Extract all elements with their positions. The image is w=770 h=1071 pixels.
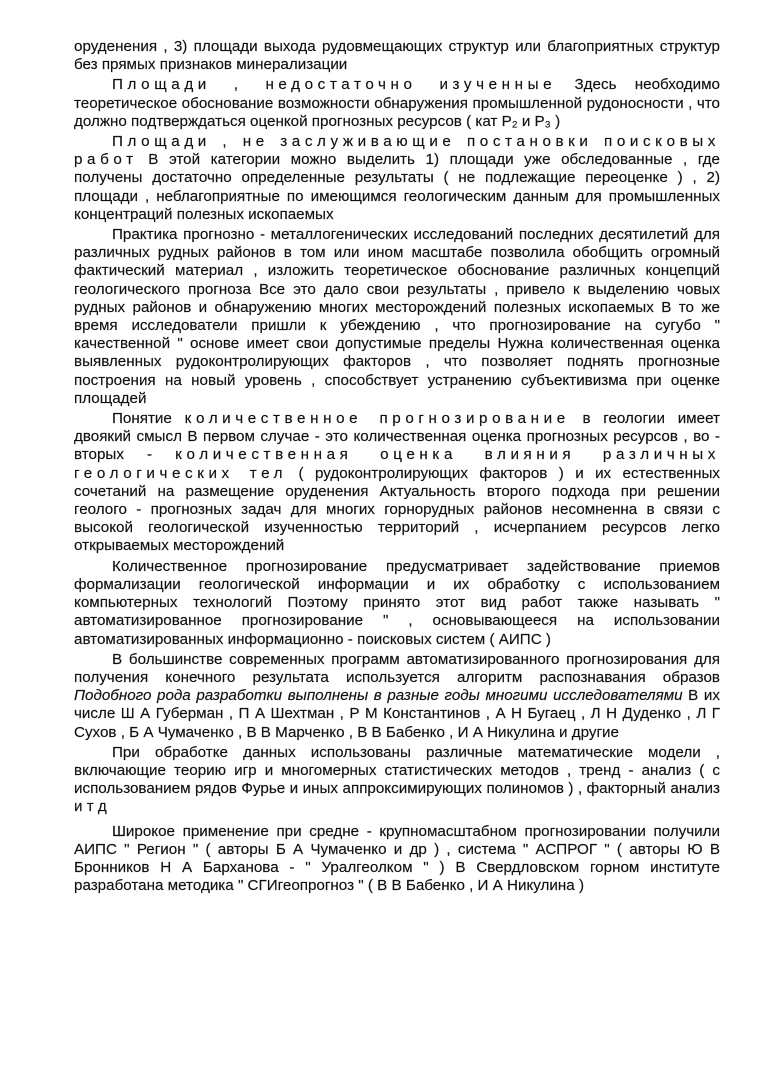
paragraph [74,823,720,896]
paragraph [74,226,720,408]
text-run: В большинстве современных программ автоматизированного прогнозирования для получения конечного результата используется алгоритм распознавания образов [74,650,720,686]
paragraph [74,558,720,649]
paragraph [74,133,720,224]
paragraph [74,76,720,131]
text-run: Здесь необходимо теоретическое обоснование возможности обнаружения промышленной рудоносности , что должно подтверждаться оценкой прогнозных ресурсов ( кат P₂ и P₃ ) [74,76,721,130]
paragraph [74,410,720,556]
text-run: В их числе Ш А Губерман , П А Шехтман , Р М Константинов , А Н Бугаец , Л Н Дуденко , Л Г Сухов , Б А Чумаченко , В В Марченко , В В Бабенко , И А Никулина и другие [74,687,720,741]
paragraph [74,651,720,742]
spaced-emphasis-text: количественное прогнозирование [184,410,570,428]
spaced-emphasis-text: Площади , не заслуживающие постановки поисковых работ [74,133,720,169]
text-run: в геологии имеет двоякий смысл В первом случае - это количественная оценка прогнозных ресурсов , во - вторых - [74,410,720,464]
text-run: Количественное прогнозирование предусматривает задействование приемов формализации геологической информации и их обработку с использованием компьютерных технологий Поэтому принято этот вид работ также называть " автоматизированное прогнозирование " , основывающееся на использовании автоматизированных информационно - поисковых систем ( АИПС ) [74,557,720,648]
text-run: При обработке данных использованы различные математические модели , включающие теорию игр и многомерных статистических методов , тренд - анализ ( с использованием рядов Фурье и иных аппроксимирующих полиномов ) , факторный анализ и т д [74,743,720,816]
text-run: Практика прогнозно - металлогенических исследований последних десятилетий для различных рудных районов в том или ином масштабе позволила обобщить огромный фактический материал , изложить теоретическое обоснование различных концепций геологического прогноза Все это дало свои результаты , привело к выделению човых рудных районов и обнаружению многих месторождений полезных ископаемых В то же время исследователи пришли к убеждению , что прогнозирование на сугубо " качественной " основе имеет свои допустимые пределы Нужна количественная оценка выявленных рудоконтролирующих факторов , что позволяет поднять прогнозные построения на новый уровень , способствует устранению субъективизма при оценке площадей [74,226,720,407]
text-run: В этой категории можно выделить 1) площади уже обследованные , где получены достаточно определенные результаты ( не подлежащие переоценке ) , 2) площади , неблагоприятные по имеющимся геологическим данным для промышленных концентраций полезных ископаемых [74,151,720,223]
text-run: Понятие [112,410,185,428]
spaced-emphasis-text: количественная оценка влияния различных геологических тел [74,446,720,482]
text-run: ( рудоконтролирующих факторов ) и их естественных сочетаний на размещение оруденения Актуальность второго подхода при решении геолого - прогнозных задач для многих горнорудных районов несомненна в связи с высокой геологической изученностью территорий , исчерпанием ресурсов легко открываемых месторождений [74,464,721,555]
italic-text: Подобного рода разработки выполнены в разные годы многими исследователями [74,687,683,705]
paragraph [74,38,720,74]
document-text-body [74,38,720,897]
paragraph [74,744,720,817]
text-run: оруденения , 3) площади выхода рудовмещающих структур или благоприятных структур без прямых признаков минерализации [74,38,720,74]
text-run: Широкое применение при средне - крупномасштабном прогнозировании получили АИПС " Регион " ( авторы Б А Чумаченко и др ) , система " АСПРОГ " ( авторы Ю В Бронников Н А Барханова - " Уралгеолком " ) В Свердловском горном институте разработана методика " СГИгеопрогноз " ( В В Бабенко , И А Никулина ) [74,822,720,895]
spaced-emphasis-text: Площади , недостаточно изученные [112,76,557,94]
